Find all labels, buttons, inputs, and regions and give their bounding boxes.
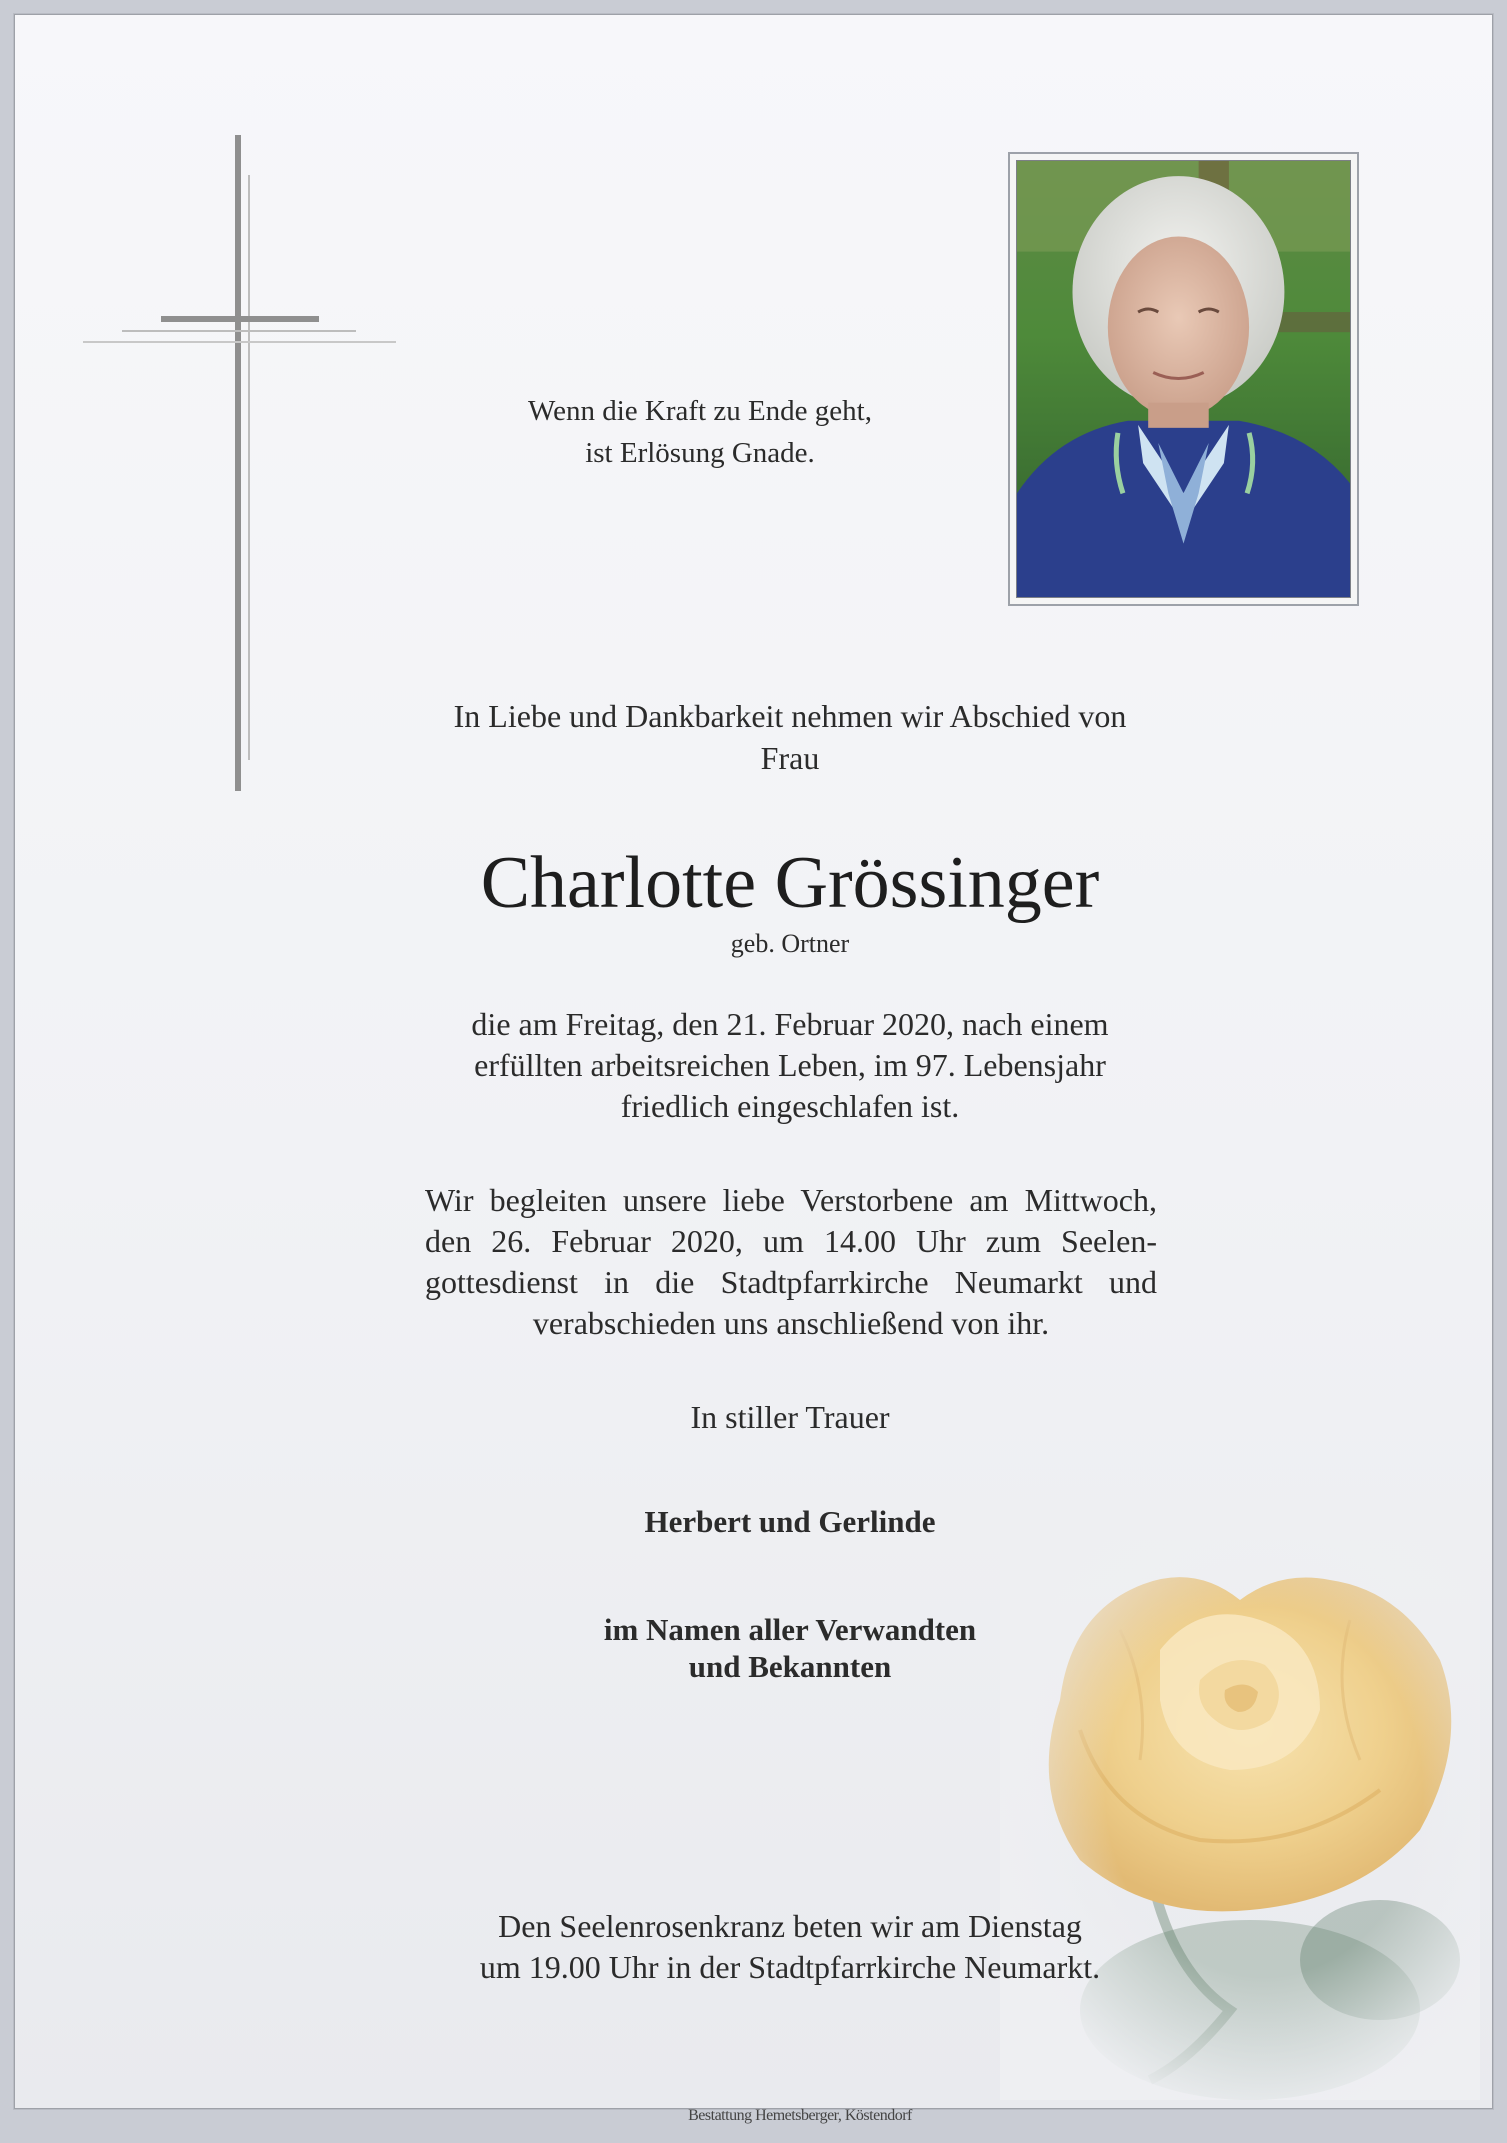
portrait-photo: [1008, 152, 1359, 606]
rose-image: [1000, 1540, 1480, 2100]
motto-line-1: Wenn die Kraft zu Ende geht,: [528, 395, 872, 427]
portrait-illustration: [1017, 161, 1350, 597]
rosary-line-1: Den Seelenrosenkranz beten wir am Dienstag: [498, 1908, 1082, 1944]
relatives-line-2: und Bekannten: [688, 1649, 892, 1684]
rosary-line-2: um 19.00 Uhr in der Stadtpfarrkirche Neumarkt.: [479, 1949, 1101, 1985]
intro: [380, 695, 1200, 779]
death-notice-line-2: erfüllten arbeitsreichen Leben, im 97. Lebensjahr: [474, 1047, 1106, 1083]
deceased-name: Charlotte Grössinger: [480, 842, 1100, 924]
birth-name: geb. Ortner: [730, 929, 850, 958]
funeral-line-1: Wir begleiten unsere liebe Verstorbene am Mittwoch,: [425, 1182, 1157, 1218]
death-notice: [380, 1004, 1200, 1127]
relatives-line-1: im Namen aller Verwandten: [603, 1612, 977, 1647]
intro-line-2: Frau: [760, 740, 820, 776]
funeral-info: [425, 1180, 1157, 1344]
death-notice-line-1: die am Freitag, den 21. Februar 2020, nach einem: [471, 1006, 1109, 1042]
funeral-line-2: den 26. Februar 2020, um 14.00 Uhr zum Seelen-: [425, 1223, 1157, 1259]
motto: [490, 390, 910, 474]
funeral-home-credit: Bestattung Hemetsberger, Köstendorf: [688, 2107, 912, 2124]
intro-line-1: In Liebe und Dankbarkeit nehmen wir Abschied von: [453, 698, 1127, 734]
rosary-info: [380, 1906, 1200, 1988]
mourners-children: Herbert und Gerlinde: [644, 1504, 936, 1539]
motto-line-2: ist Erlösung Gnade.: [585, 437, 815, 469]
funeral-line-4: verabschieden uns anschließend von ihr.: [532, 1305, 1050, 1341]
mourning-text: In stiller Trauer: [690, 1399, 890, 1435]
funeral-line-3: gottesdienst in die Stadtpfarrkirche Neumarkt und: [425, 1264, 1157, 1300]
death-notice-line-3: friedlich eingeschlafen ist.: [620, 1088, 960, 1124]
